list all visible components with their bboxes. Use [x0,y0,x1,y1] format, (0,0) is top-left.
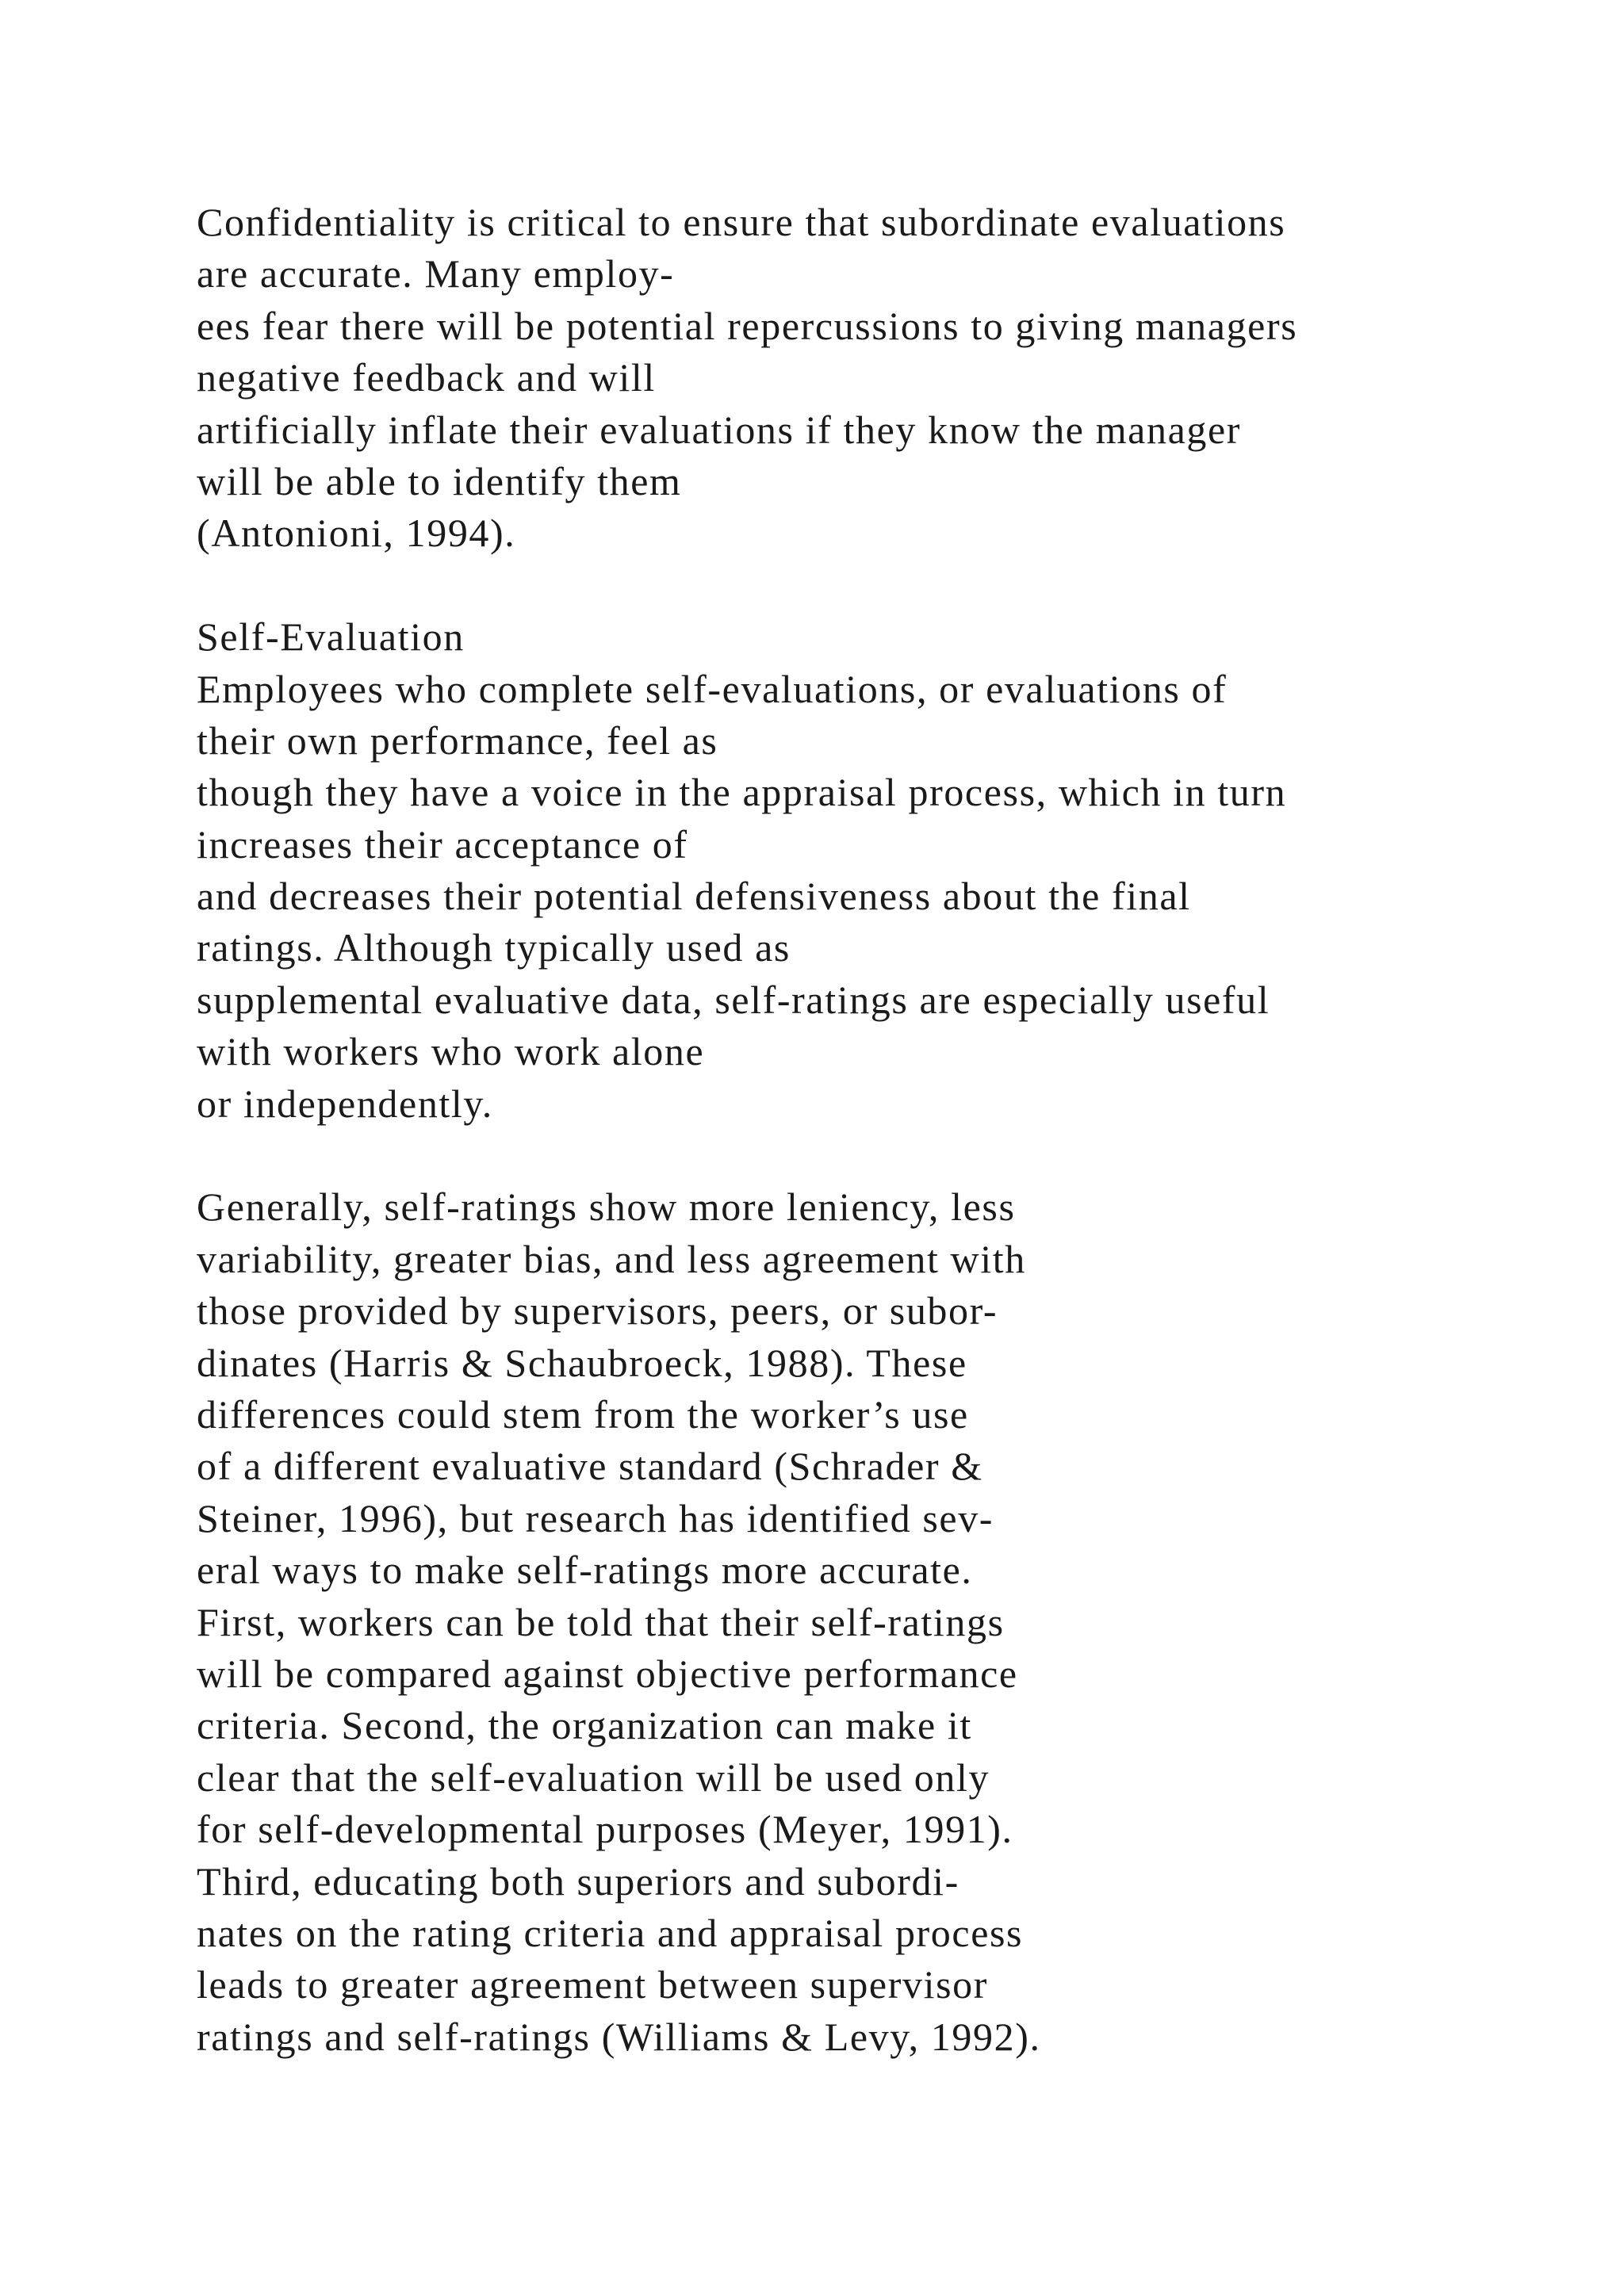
text-line: ratings. Although typically used as [197,925,791,970]
text-line: of a different evaluative standard (Schrader & [197,1444,983,1489]
text-line: negative feedback and will [197,355,656,400]
text-line: increases their acceptance of [197,821,688,867]
text-line: clear that the self-evaluation will be used only [197,1755,990,1800]
text-line: Employees who complete self-evaluations, or evaluations of [197,666,1228,711]
paragraph-self-evaluation [197,664,1608,1131]
text-line: leads to greater agreement between supervisor [197,1962,988,2007]
text-line: for self-developmental purposes (Meyer, 1991). [197,1807,1013,1852]
text-line: Generally, self-ratings show more leniency, less [197,1184,1016,1230]
text-line: eral ways to make self-ratings more accurate. [197,1548,973,1593]
text-line: or independently. [197,1081,493,1126]
text-line: dinates (Harris & Schaubroeck, 1988). These [197,1340,967,1385]
paragraph-spacer [197,560,1608,611]
document-body [197,197,1608,2063]
text-line: differences could stem from the worker’s use [197,1391,969,1437]
text-line: are accurate. Many employ- [197,251,675,297]
paragraph-confidentiality [197,197,1608,560]
text-line: Third, educating both superiors and subordi- [197,1858,959,1904]
text-line: First, workers can be told that their self-ratings [197,1599,1005,1644]
text-line: ratings and self-ratings (Williams & Levy, 1992). [197,2014,1041,2059]
text-line: and decreases their potential defensiveness about the final [197,874,1191,919]
text-line: ees fear there will be potential repercussions to giving managers [197,303,1298,348]
text-line: criteria. Second, the organization can make it [197,1703,972,1748]
text-line: nates on the rating criteria and appraisal process [197,1910,1024,1955]
text-line: variability, greater bias, and less agreement with [197,1236,1026,1281]
section-heading: Self-Evaluation [197,614,465,660]
text-line: will be compared against objective performance [197,1651,1018,1696]
text-line: (Antonioni, 1994). [197,511,516,556]
paragraph-generally [197,1181,1608,2063]
text-line: Confidentiality is critical to ensure that subordinate evaluations [197,200,1286,244]
text-line: Steiner, 1996), but research has identified sev- [197,1495,994,1540]
text-line: with workers who work alone [197,1029,705,1074]
text-line: those provided by supervisors, peers, or subor- [197,1288,998,1334]
text-line: supplemental evaluative data, self-ratings are especially useful [197,977,1270,1022]
text-line: will be able to identify them [197,458,682,503]
text-line: their own performance, feel as [197,718,718,763]
text-line: artificially inflate their evaluations if they know the manager [197,407,1242,452]
paragraph-spacer [197,1130,1608,1181]
text-line: though they have a voice in the appraisal process, which in turn [197,770,1287,815]
